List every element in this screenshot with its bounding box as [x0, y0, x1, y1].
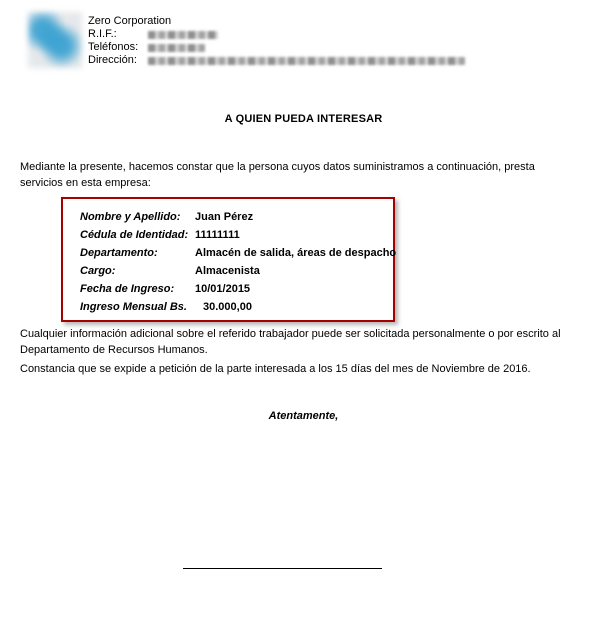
direccion-label: Dirección: — [88, 54, 137, 66]
info-row-departamento — [80, 244, 397, 262]
telefonos-row — [88, 41, 465, 54]
info-row-ingreso-mensual — [80, 298, 393, 316]
company-name: Zero Corporation — [88, 15, 172, 27]
employee-info-box — [61, 197, 395, 322]
info-label: Ingreso Mensual Bs. — [80, 301, 187, 313]
info-label: Cargo: — [80, 265, 116, 277]
direccion-value-redacted — [148, 57, 465, 65]
info-value: 30.000,00 — [203, 301, 252, 313]
rif-row — [88, 28, 465, 41]
info-label: Cédula de Identidad: — [80, 229, 189, 241]
info-value: Juan Pérez — [195, 211, 254, 223]
company-logo-blurred — [28, 12, 82, 68]
info-row-nombre — [80, 208, 393, 226]
info-value: Almacén de salida, áreas de despacho — [195, 247, 397, 259]
intro-paragraph: Mediante la presente, hacemos constar que la persona cuyos datos suministramos a continuación, presta servicios en esta empresa: — [20, 161, 535, 189]
info-label: Nombre y Apellido: — [80, 211, 181, 223]
info-value: 11111111 — [195, 229, 240, 241]
info-value: 10/01/2015 — [195, 283, 251, 295]
additional-info-paragraph: Cualquier información adicional sobre el referido trabajador puede ser solicitada personalmente o por escrito al Departamento de Recursos Humanos. — [20, 328, 561, 356]
info-row-cedula — [80, 226, 393, 244]
telefonos-value-redacted — [148, 44, 205, 52]
signature-line — [183, 568, 382, 569]
document-title: A QUIEN PUEDA INTERESAR — [224, 113, 383, 125]
closing-salutation: Atentamente, — [268, 410, 339, 422]
telefonos-label: Teléfonos: — [88, 41, 139, 53]
issuance-paragraph: Constancia que se expide a petición de la parte interesada a los 15 días del mes de Noviembre de 2016. — [20, 363, 531, 375]
info-label: Fecha de Ingreso: — [80, 283, 175, 295]
info-row-cargo — [80, 262, 393, 280]
info-row-fecha-ingreso — [80, 280, 393, 298]
direccion-row — [88, 54, 465, 67]
company-info — [88, 15, 465, 67]
rif-label: R.I.F.: — [88, 28, 117, 40]
info-label: Departamento: — [80, 247, 158, 259]
info-value: Almacenista — [195, 265, 260, 277]
rif-value-redacted — [148, 31, 218, 39]
